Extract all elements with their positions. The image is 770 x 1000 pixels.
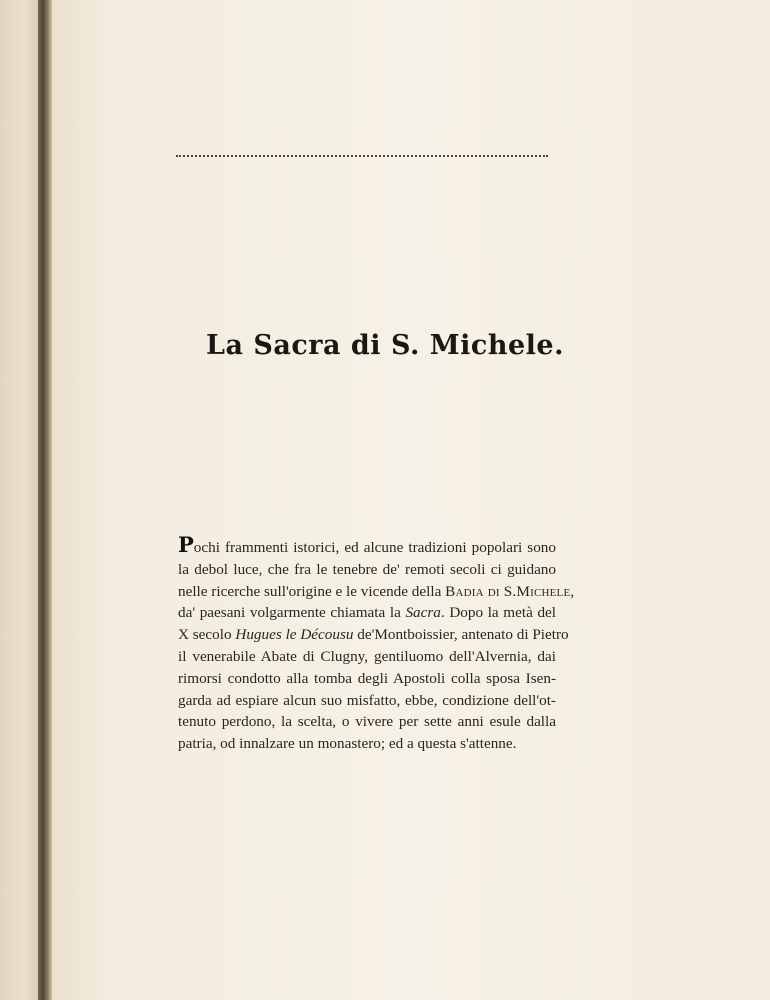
right-page <box>52 0 770 1000</box>
line-text: ochi frammenti istorici, ed alcune tradizioni popolari sono <box>193 539 556 556</box>
paragraph-line <box>178 733 556 755</box>
book-gutter <box>38 0 52 1000</box>
line-text: la debol luce, che fra le tenebre de' remoti secoli ci guidano <box>178 560 556 578</box>
body-paragraph <box>178 532 575 755</box>
paragraph-line <box>178 711 556 733</box>
line-text: , <box>570 582 575 600</box>
line-text: garda ad espiare alcun suo misfatto, ebbe, condizione dell'ot- <box>178 691 556 709</box>
line-text: Hugues le Décousu <box>235 626 354 644</box>
dotted-rule <box>176 155 548 157</box>
drop-cap: P <box>178 532 194 557</box>
line-text: de'Montboissier, antenato di Pietro <box>353 626 569 644</box>
paragraph-line <box>178 690 556 712</box>
line-text: patria, od innalzare un monastero; ed a questa s'attenne. <box>178 735 517 753</box>
left-page-edge <box>0 0 40 1000</box>
line-text: X secolo <box>178 626 236 644</box>
line-text: il venerabile Abate di Clugny, gentiluomo dell'Alvernia, dai <box>178 647 556 665</box>
paragraph-line <box>178 534 556 559</box>
line-text: . Dopo la metà del <box>440 604 556 622</box>
paragraph-line <box>178 581 575 603</box>
paragraph-line <box>178 602 556 624</box>
line-text: Badia di S.Michele <box>445 582 571 600</box>
line-text: tenuto perdono, la scelta, o vivere per sette anni esule dalla <box>178 713 556 731</box>
paragraph-line <box>178 668 556 690</box>
line-text: Sacra <box>405 604 441 622</box>
line-text: rimorsi condotto alla tomba degli Apostoli colla sposa Isen- <box>178 669 556 687</box>
line-text: da' paesani volgarmente chiamata la <box>178 604 406 622</box>
paragraph-line <box>178 646 556 668</box>
line-text: nelle ricerche sull'origine e le vicende della <box>178 582 446 600</box>
paragraph-line <box>178 559 556 581</box>
paragraph-line <box>178 624 569 646</box>
chapter-title: La Sacra di S. Michele. <box>205 330 565 361</box>
